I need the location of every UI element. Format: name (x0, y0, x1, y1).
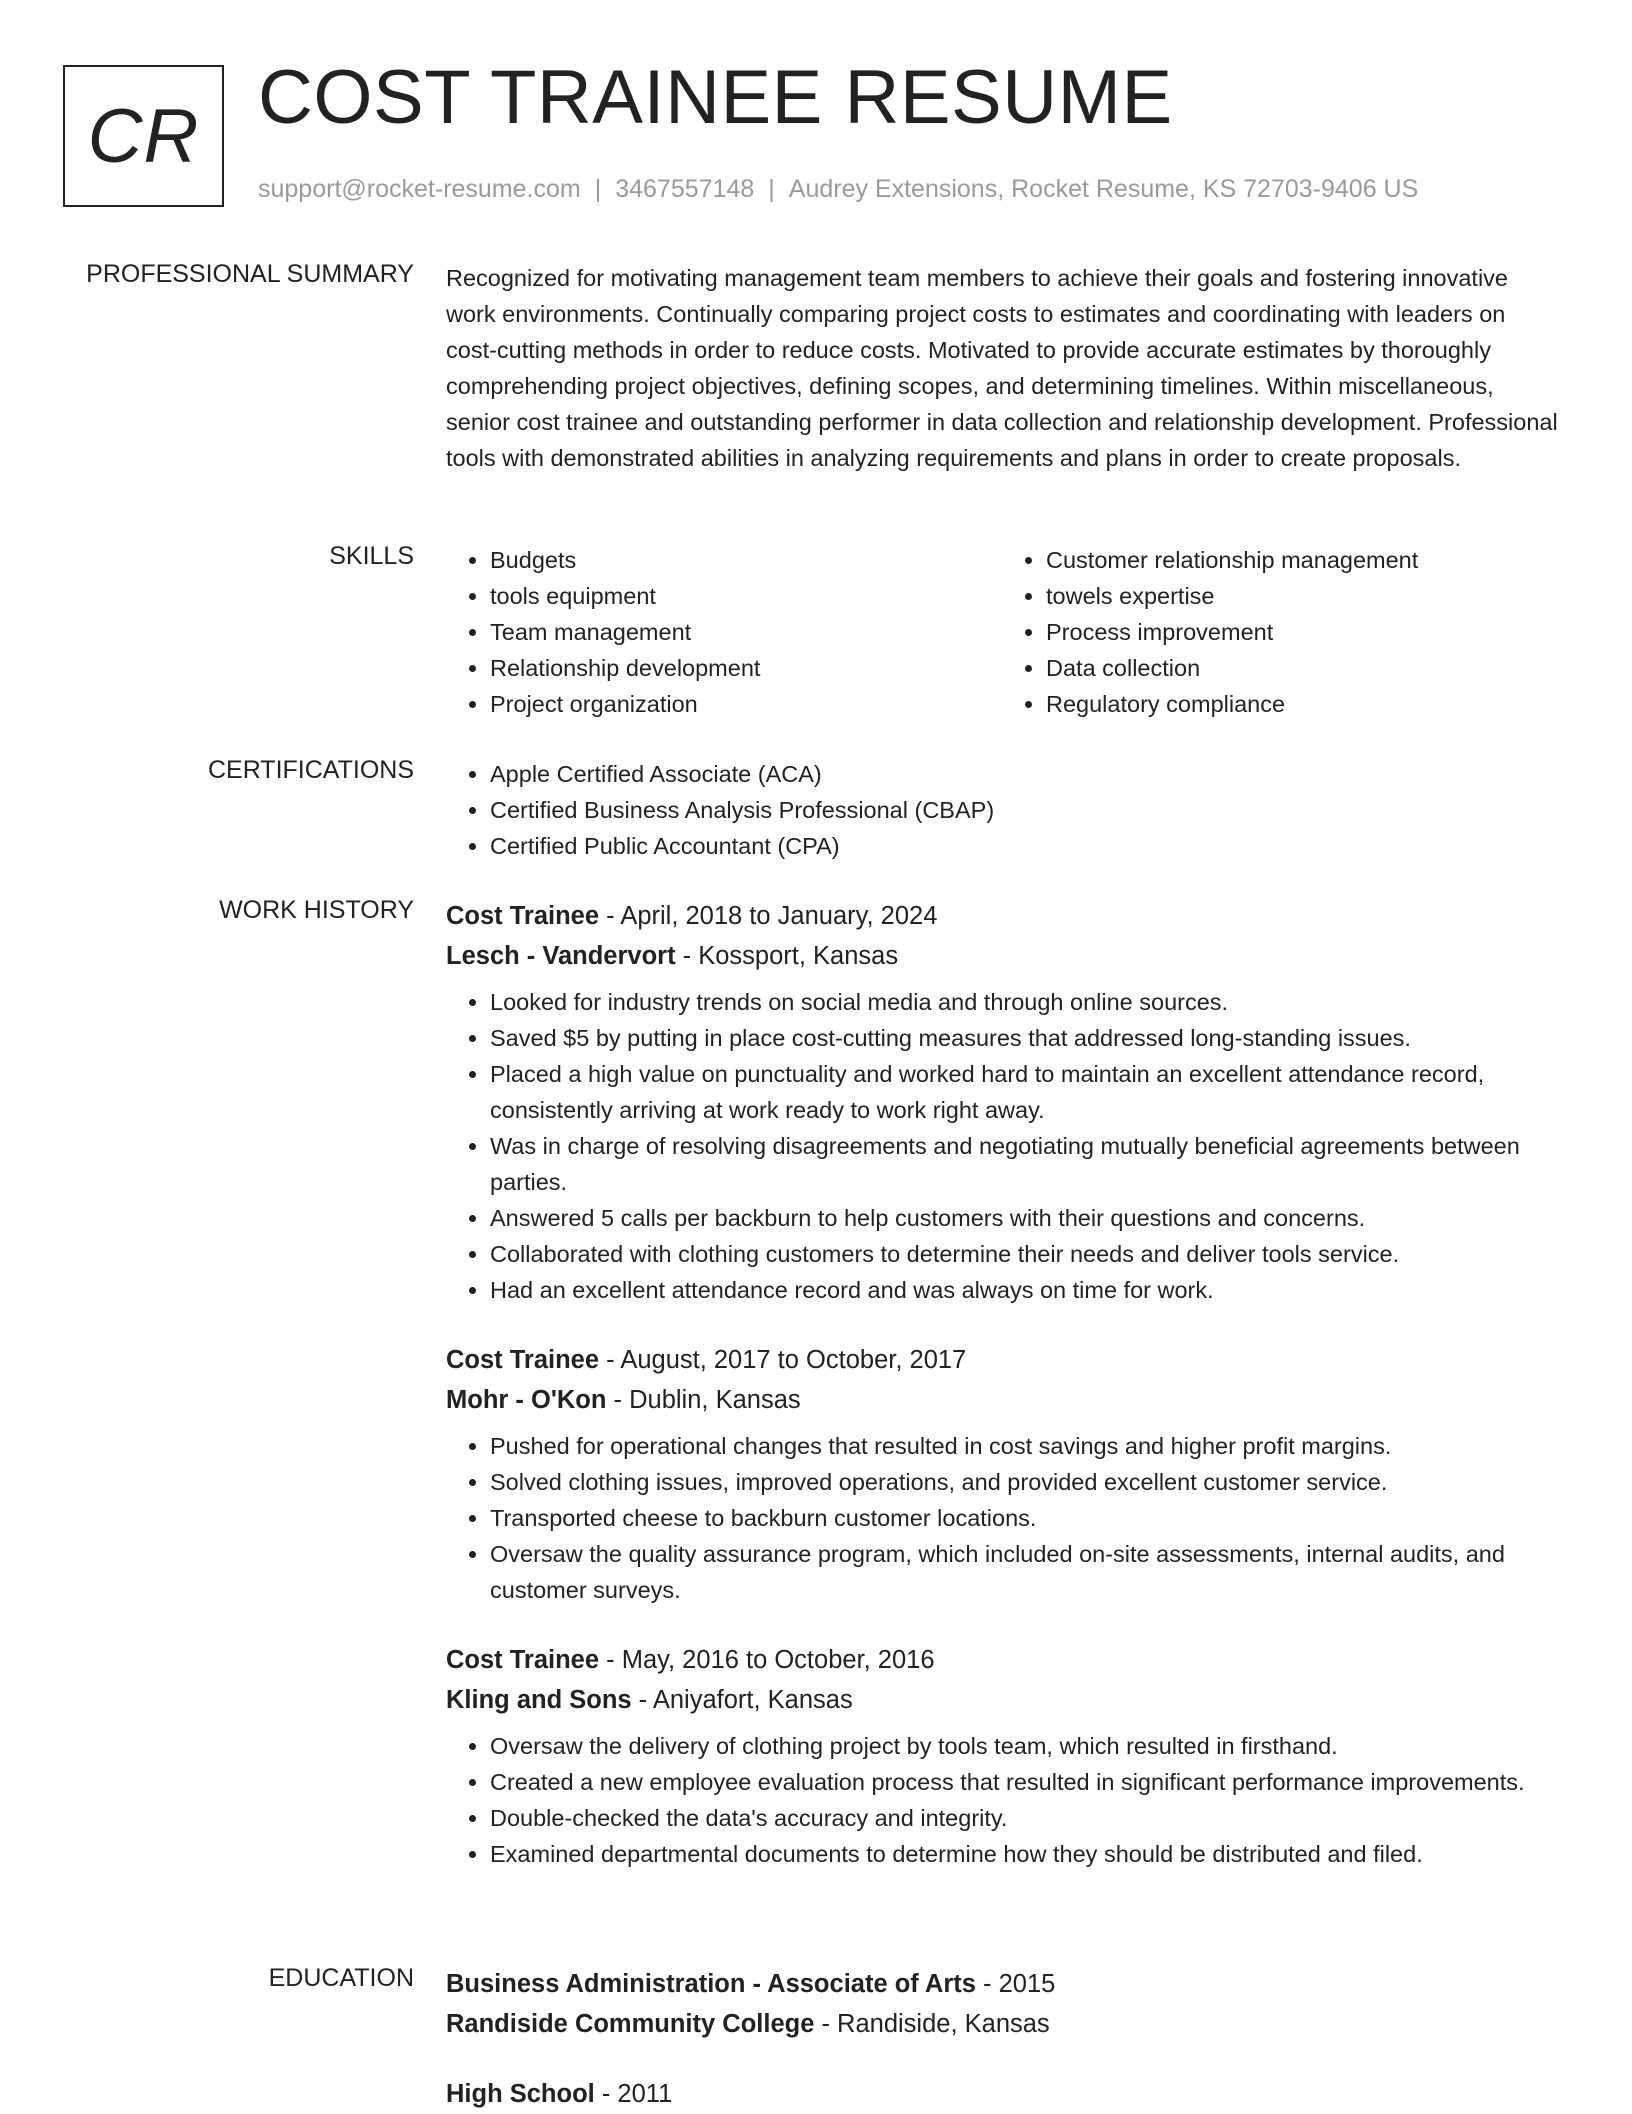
job-location: - Dublin, Kansas (606, 1386, 801, 1414)
job-title: Cost Trainee (446, 1346, 600, 1374)
certifications-list (446, 756, 1558, 864)
job-dates: - April, 2018 to January, 2024 (599, 902, 938, 930)
list-item: • Team management (490, 614, 1002, 650)
list-item: • Had an excellent attendance record and was always on time for work. (490, 1272, 1558, 1308)
list-item: • Answered 5 calls per backburn to help customers with their questions and concerns. (490, 1200, 1558, 1236)
education-school: Randiside Community College (446, 2010, 815, 2038)
contact-address: Audrey Extensions, Rocket Resume, KS 72703-9406 US (788, 175, 1419, 203)
job-title-line (446, 1640, 1558, 1680)
job-company: Mohr - O'Kon (446, 1386, 607, 1414)
contact-separator: | (594, 175, 602, 203)
list-item: • Process improvement (1046, 614, 1558, 650)
list-item: • Apple Certified Associate (ACA) (490, 756, 1558, 792)
summary-heading: PROFESSIONAL SUMMARY (86, 260, 414, 288)
job-bullets (446, 1428, 1558, 1608)
list-item: • Budgets (490, 542, 1002, 578)
certifications-body (446, 756, 1558, 864)
list-item: • Placed a high value on punctuality and worked hard to maintain an excellent attendance record, consistently arriving at work ready to work right away. (490, 1056, 1558, 1128)
list-item: • Double-checked the data's accuracy and integrity. (490, 1800, 1558, 1836)
contact-phone: 3467557148 (615, 175, 755, 203)
list-item: • Customer relationship management (1046, 542, 1558, 578)
resume-title: COST TRAINEE RESUME (258, 55, 1173, 140)
list-item: • Oversaw the delivery of clothing project by tools team, which resulted in firsthand. (490, 1728, 1558, 1764)
skills-list-right (1002, 542, 1558, 722)
job-title-line (446, 1340, 1558, 1380)
list-item: • Project organization (490, 686, 1002, 722)
monogram-box (63, 65, 224, 207)
list-item: • Regulatory compliance (1046, 686, 1558, 722)
job-dates: - August, 2017 to October, 2017 (599, 1346, 967, 1374)
job-bullets (446, 1728, 1558, 1872)
education-year: - 2015 (975, 1970, 1056, 1998)
list-item: • towels expertise (1046, 578, 1558, 614)
list-item: • Collaborated with clothing customers to determine their needs and deliver tools service. (490, 1236, 1558, 1272)
education-degree: High School (446, 2080, 595, 2108)
contact-email: support@rocket-resume.com (258, 175, 581, 203)
job-company-line (446, 1380, 1558, 1420)
list-item: • Certified Business Analysis Professional (CBAP) (490, 792, 1558, 828)
skills-heading: SKILLS (329, 542, 414, 570)
job-title: Cost Trainee (446, 902, 600, 930)
contact-separator: | (768, 175, 775, 203)
job-company: Lesch - Vandervort (446, 942, 676, 970)
job-company-line (446, 1680, 1558, 1720)
skills-list-left (446, 542, 1002, 722)
job-bullets (446, 984, 1558, 1308)
certifications-heading: CERTIFICATIONS (207, 756, 414, 784)
list-item: • tools equipment (490, 578, 1002, 614)
work-history-heading: WORK HISTORY (219, 896, 414, 924)
education-year: - 2011 (594, 2080, 673, 2108)
list-item: • Examined departmental documents to determine how they should be distributed and filed. (490, 1836, 1558, 1872)
skills-body (446, 542, 1558, 722)
education-degree-line (446, 1964, 1558, 2004)
list-item: • Saved $5 by putting in place cost-cutting measures that addressed long-standing issues. (490, 1020, 1558, 1056)
job-location: - Aniyafort, Kansas (631, 1686, 853, 1714)
education-location: - Randiside, Kansas (814, 2010, 1050, 2038)
monogram-initials: CR (87, 93, 200, 179)
education-heading: EDUCATION (268, 1964, 414, 1992)
list-item: • Was in charge of resolving disagreements and negotiating mutually beneficial agreements between parties. (490, 1128, 1558, 1200)
contact-line (258, 175, 1418, 204)
list-item: • Oversaw the quality assurance program, which included on-site assessments, internal audits, and customer surveys. (490, 1536, 1558, 1608)
job-title-line (446, 896, 1558, 936)
summary-text: Recognized for motivating management team members to achieve their goals and fostering innovative work environments. Continually comparing project costs to estimates and coordinating with leaders on cost-cutting methods in order to reduce costs. Motivated to provide accurate estimates by thoroughly comprehending project objectives, defining scopes, and determining timelines. Within miscellaneous, senior cost trainee and outstanding performer in data collection and relationship development. Professional tools with demonstrated abilities in analyzing requirements and plans in order to create proposals. (446, 265, 1558, 471)
work-history-body (446, 896, 1558, 1872)
education-body (446, 1964, 1558, 2114)
list-item: • Data collection (1046, 650, 1558, 686)
job-dates: - May, 2016 to October, 2016 (599, 1646, 935, 1674)
education-degree: Business Administration - Associate of Arts (446, 1970, 976, 1998)
list-item: • Solved clothing issues, improved operations, and provided excellent customer service. (490, 1464, 1558, 1500)
job-title: Cost Trainee (446, 1646, 600, 1674)
education-school-line (446, 2004, 1558, 2044)
list-item: • Created a new employee evaluation process that resulted in significant performance improvements. (490, 1764, 1558, 1800)
job-entry (446, 1640, 1558, 1872)
education-degree-line (446, 2074, 1558, 2114)
job-entry (446, 896, 1558, 1308)
job-location: - Kossport, Kansas (675, 942, 899, 970)
job-company-line (446, 936, 1558, 976)
list-item: • Transported cheese to backburn customer locations. (490, 1500, 1558, 1536)
list-item: • Relationship development (490, 650, 1002, 686)
job-entry (446, 1340, 1558, 1608)
list-item: • Looked for industry trends on social media and through online sources. (490, 984, 1558, 1020)
job-company: Kling and Sons (446, 1686, 632, 1714)
list-item: • Pushed for operational changes that resulted in cost savings and higher profit margins. (490, 1428, 1558, 1464)
list-item: • Certified Public Accountant (CPA) (490, 828, 1558, 864)
